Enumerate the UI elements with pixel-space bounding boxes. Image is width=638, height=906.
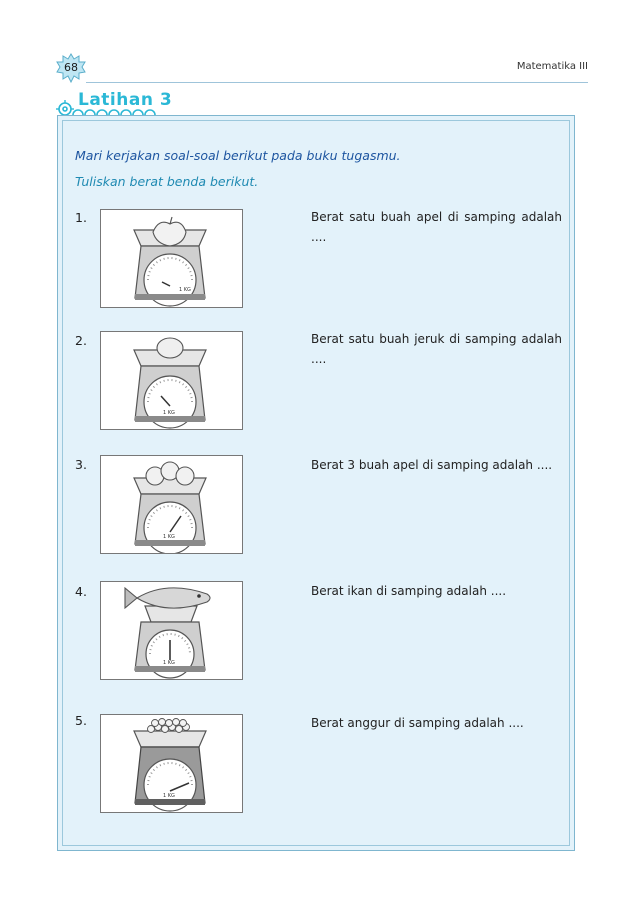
question-number: 1. xyxy=(75,210,87,225)
question-number: 4. xyxy=(75,584,87,599)
instruction-primary: Mari kerjakan soal-soal berikut pada buku tugasmu. xyxy=(75,148,401,163)
scale-label: 1 KG xyxy=(163,793,175,799)
scale-with-fish-image xyxy=(100,581,243,680)
subject-title: Matematika III xyxy=(516,61,588,72)
instruction-secondary: Tuliskan berat benda berikut. xyxy=(75,174,259,189)
scale-with-grapes-image xyxy=(100,714,243,813)
scale-label: 1 KG xyxy=(163,534,175,540)
section-title: Latihan 3 xyxy=(78,90,173,110)
scale-with-apple-image xyxy=(100,209,243,308)
question-number: 5. xyxy=(75,713,87,728)
question-text: Berat anggur di samping adalah .... xyxy=(311,716,524,730)
header-divider xyxy=(86,82,588,83)
scale-label: 1 KG xyxy=(179,287,191,293)
question-number: 2. xyxy=(75,333,87,348)
scale-with-three-apples-image xyxy=(100,455,243,554)
question-text: Berat 3 buah apel di samping adalah .... xyxy=(311,458,553,472)
exercise-panel xyxy=(57,115,575,851)
page-number: 68 xyxy=(64,61,78,74)
scale-with-orange-image xyxy=(100,331,243,430)
scale-label: 1 KG xyxy=(163,660,175,666)
page-number-badge xyxy=(56,53,86,83)
question-text: Berat satu buah apel di samping adalah .... xyxy=(311,210,562,244)
question-number: 3. xyxy=(75,457,87,472)
question-text: Berat satu buah jeruk di samping adalah .... xyxy=(311,332,562,366)
scale-label: 1 KG xyxy=(163,410,175,416)
question-text: Berat ikan di samping adalah .... xyxy=(311,584,507,598)
